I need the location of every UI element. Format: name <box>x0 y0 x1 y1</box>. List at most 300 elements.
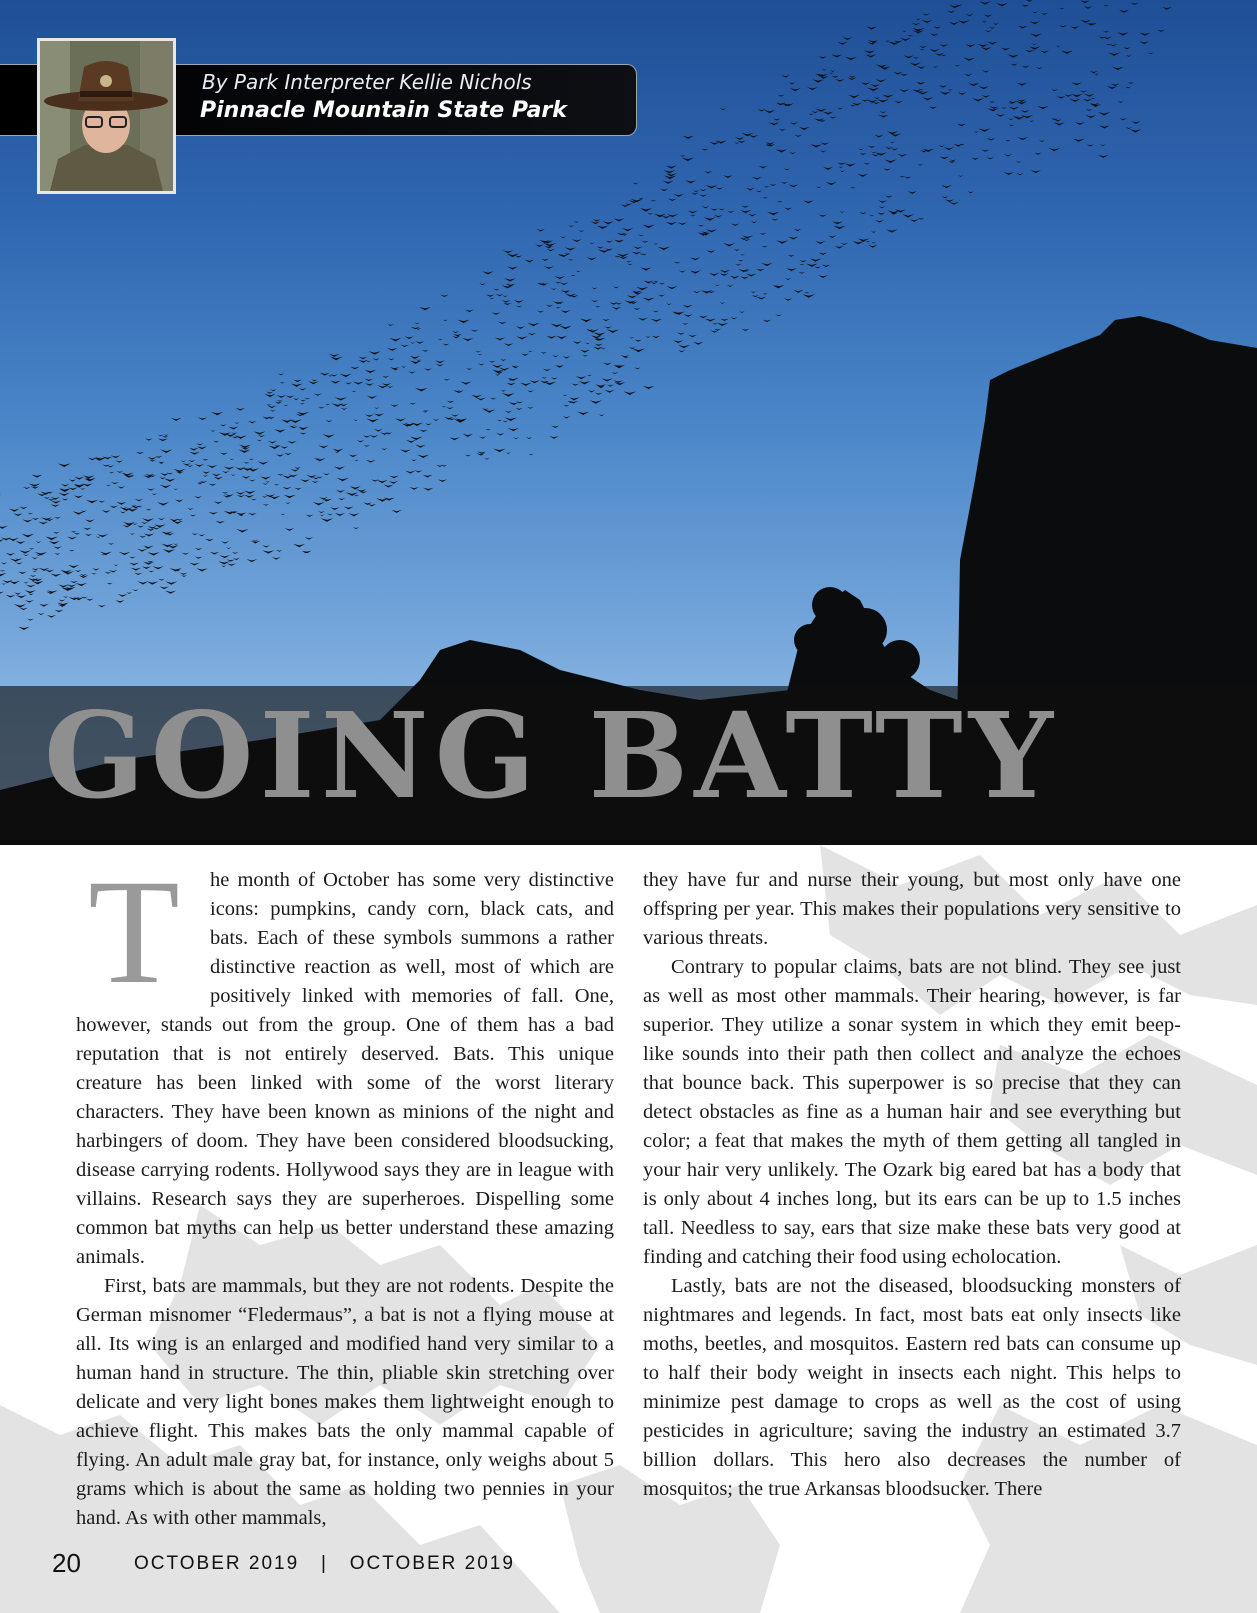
bat-mark <box>88 458 97 461</box>
bat-mark <box>145 438 153 440</box>
bat-mark <box>71 531 77 533</box>
bat-mark <box>688 335 697 337</box>
bat-mark <box>874 135 883 138</box>
bat-mark <box>673 340 683 343</box>
bat-mark <box>1126 55 1131 57</box>
bat-mark <box>1031 170 1042 173</box>
bat-mark <box>366 419 379 423</box>
bat-mark <box>664 170 676 173</box>
bat-mark <box>353 381 364 384</box>
bat-mark <box>354 495 360 497</box>
bat-mark <box>904 176 912 178</box>
bat-mark <box>1103 31 1109 33</box>
bat-mark <box>1083 99 1093 102</box>
bat-mark <box>391 510 402 513</box>
bat-mark <box>614 256 621 258</box>
bat-mark <box>419 430 427 432</box>
bat-mark <box>1048 148 1060 151</box>
bat-mark <box>155 456 162 458</box>
bat-mark <box>32 518 40 520</box>
bat-mark <box>332 449 343 452</box>
bat-mark <box>441 465 447 467</box>
bat-mark <box>27 619 34 621</box>
bat-mark <box>588 390 596 392</box>
bat-mark <box>74 533 81 535</box>
bat-mark <box>663 181 674 184</box>
bat-mark <box>527 323 539 326</box>
bat-mark <box>922 14 929 16</box>
bat-mark <box>1094 73 1100 75</box>
bat-mark <box>16 595 27 598</box>
bat-mark <box>693 342 703 345</box>
bat-mark <box>111 482 119 484</box>
bat-mark <box>835 79 845 82</box>
bat-mark <box>682 136 694 139</box>
bat-mark <box>1089 71 1097 73</box>
bat-mark <box>563 395 568 396</box>
bat-mark <box>446 407 454 409</box>
bat-mark <box>158 438 168 441</box>
bat-mark <box>680 155 685 157</box>
bat-mark <box>210 552 219 555</box>
bat-mark <box>137 581 148 584</box>
bat-mark <box>751 291 756 293</box>
bat-mark <box>266 391 274 393</box>
bat-mark <box>447 401 455 403</box>
bat-mark <box>1037 106 1048 109</box>
bat-mark <box>336 490 345 493</box>
bat-mark <box>419 307 431 310</box>
bat-mark <box>738 260 744 262</box>
bat-mark <box>54 517 61 519</box>
bat-mark <box>640 267 651 270</box>
bat-mark <box>528 454 533 455</box>
bat-mark <box>595 393 603 395</box>
bat-mark <box>798 272 805 274</box>
bat-mark <box>528 351 533 352</box>
bat-mark <box>1117 32 1129 35</box>
bat-mark <box>1030 33 1043 37</box>
bat-mark <box>98 501 105 503</box>
bat-mark <box>54 553 60 555</box>
bat-mark <box>164 478 176 481</box>
bat-mark <box>68 487 78 490</box>
bat-mark <box>154 524 166 527</box>
bat-mark <box>752 295 759 297</box>
bat-mark <box>26 585 36 588</box>
bat-mark <box>264 394 275 397</box>
bat-mark <box>363 502 372 505</box>
bat-mark <box>143 546 153 549</box>
bat-mark <box>838 166 843 167</box>
bat-mark <box>678 345 690 348</box>
bat-mark <box>366 361 371 362</box>
bat-mark <box>948 161 956 163</box>
bat-mark <box>330 381 341 384</box>
bat-mark <box>330 507 340 510</box>
bat-mark <box>863 163 870 165</box>
bat-mark <box>731 223 740 225</box>
bat-mark <box>471 330 479 332</box>
bat-mark <box>268 441 277 444</box>
bat-mark <box>207 465 218 468</box>
bat-mark <box>850 105 857 107</box>
bat-mark <box>276 454 285 456</box>
bat-mark <box>50 504 59 507</box>
bat-mark <box>880 111 887 113</box>
bat-mark <box>85 534 93 536</box>
bat-mark <box>826 182 837 185</box>
bat-mark <box>867 100 878 103</box>
bat-mark <box>1051 89 1058 91</box>
bat-mark <box>146 509 152 511</box>
bat-mark <box>365 379 373 381</box>
bat-mark <box>180 573 188 575</box>
bat-mark <box>806 263 818 266</box>
bat-mark <box>350 367 359 370</box>
bat-mark <box>235 408 245 411</box>
bat-mark <box>829 116 837 118</box>
bat-mark <box>120 511 127 513</box>
bat-mark <box>516 306 522 308</box>
bat-mark <box>516 326 525 329</box>
bat-mark <box>868 146 876 148</box>
bat-mark <box>749 135 759 138</box>
bat-mark <box>1099 125 1110 128</box>
bat-mark <box>81 510 87 512</box>
bat-mark <box>543 369 552 371</box>
bat-mark <box>374 429 383 432</box>
bat-mark <box>632 183 638 185</box>
bat-mark <box>623 357 628 359</box>
bat-mark <box>875 220 884 222</box>
bat-mark <box>262 545 270 547</box>
bat-mark <box>638 235 644 237</box>
bat-mark <box>982 70 990 72</box>
bat-mark <box>19 608 28 610</box>
bat-mark <box>318 511 325 513</box>
bat-mark <box>840 243 848 245</box>
bat-mark <box>790 88 801 91</box>
bat-mark <box>500 359 506 361</box>
bat-mark <box>702 206 709 208</box>
bat-mark <box>489 298 494 300</box>
bat-mark <box>1061 50 1073 53</box>
bat-mark <box>0 495 1 498</box>
bat-mark <box>730 317 737 319</box>
bat-mark <box>633 246 643 249</box>
bat-mark <box>544 246 553 249</box>
bat-mark <box>294 467 301 469</box>
bat-mark <box>514 300 525 303</box>
bat-mark <box>729 276 740 279</box>
bat-mark <box>372 358 380 360</box>
bat-mark <box>262 496 268 498</box>
bat-mark <box>389 338 401 341</box>
bat-mark <box>61 484 70 486</box>
bat-mark <box>492 365 503 368</box>
bat-mark <box>382 383 391 386</box>
bat-mark <box>290 426 298 428</box>
bat-mark <box>409 487 419 490</box>
bat-mark <box>939 91 951 94</box>
bat-mark <box>734 142 739 144</box>
bat-mark <box>61 498 68 500</box>
bat-mark <box>405 471 415 474</box>
bat-mark <box>338 498 345 500</box>
bat-mark <box>887 131 899 134</box>
bat-mark <box>258 435 265 437</box>
bat-mark <box>325 404 331 406</box>
bat-mark <box>453 334 462 337</box>
bat-mark <box>129 563 139 566</box>
bat-mark <box>410 361 422 364</box>
bat-mark <box>262 550 274 553</box>
bat-mark <box>653 243 658 244</box>
bat-mark <box>929 107 937 109</box>
bat-mark <box>555 282 561 284</box>
bat-mark <box>815 109 826 112</box>
bat-mark <box>1041 13 1048 15</box>
left-column <box>76 849 614 1533</box>
bat-mark <box>903 55 914 58</box>
bat-mark <box>422 350 429 352</box>
bat-mark <box>735 137 745 140</box>
bat-mark <box>793 290 803 293</box>
bat-mark <box>916 91 923 93</box>
bat-mark <box>682 323 688 325</box>
bat-mark <box>762 246 768 248</box>
bat-mark <box>423 488 434 491</box>
bat-mark <box>642 225 654 228</box>
bat-mark <box>1109 44 1118 46</box>
bat-mark <box>202 459 208 461</box>
bat-mark <box>587 375 592 376</box>
bat-mark <box>941 196 948 198</box>
bat-mark <box>883 168 891 170</box>
bat-mark <box>978 44 989 47</box>
bat-mark <box>241 476 250 479</box>
bat-mark <box>974 131 979 132</box>
bat-mark <box>53 532 60 534</box>
bat-mark <box>605 240 613 242</box>
bat-mark <box>91 573 97 575</box>
bat-mark <box>823 112 834 115</box>
right-column <box>643 866 1181 1504</box>
bat-mark <box>1 583 6 584</box>
bat-mark <box>32 571 37 572</box>
bat-mark <box>810 258 822 261</box>
bat-mark <box>147 552 159 555</box>
bat-mark <box>568 225 574 227</box>
bat-mark <box>679 270 686 272</box>
bat-mark <box>885 196 893 198</box>
bat-mark <box>165 581 177 585</box>
bat-mark <box>814 266 821 268</box>
bat-mark <box>740 238 748 240</box>
bat-mark <box>972 98 984 101</box>
bat-mark <box>39 604 49 607</box>
bat-mark <box>660 189 668 191</box>
bat-mark <box>249 479 256 481</box>
bat-mark <box>411 459 417 461</box>
bat-mark <box>837 108 843 110</box>
bat-mark <box>763 293 768 294</box>
bat-mark <box>891 148 899 150</box>
bat-mark <box>1117 101 1123 103</box>
bat-mark <box>387 348 398 351</box>
bat-mark <box>247 559 258 562</box>
bat-mark <box>1053 122 1065 125</box>
bat-mark <box>115 460 123 462</box>
bat-mark <box>436 465 444 467</box>
bat-mark <box>535 244 544 246</box>
bat-mark <box>788 184 798 187</box>
bat-mark <box>160 450 172 453</box>
bat-mark <box>673 312 685 315</box>
bat-mark <box>476 398 486 401</box>
bat-mark <box>484 458 489 459</box>
bat-mark <box>1029 21 1040 24</box>
bat-mark <box>142 518 154 521</box>
bat-mark <box>50 573 61 576</box>
bat-mark <box>605 390 615 393</box>
bat-mark <box>902 214 914 217</box>
bat-mark <box>668 199 677 201</box>
bat-mark <box>173 469 185 472</box>
bat-mark <box>167 545 179 548</box>
bat-mark <box>601 348 606 349</box>
bat-mark <box>907 35 913 37</box>
bat-mark <box>284 495 296 498</box>
bat-mark <box>978 128 991 132</box>
bat-mark <box>884 160 896 163</box>
bat-mark <box>1107 86 1118 89</box>
bat-mark <box>126 592 132 594</box>
bat-mark <box>740 276 749 279</box>
bat-mark <box>70 581 78 583</box>
bat-mark <box>417 455 429 458</box>
bat-mark <box>113 564 118 566</box>
bat-mark <box>219 555 230 558</box>
bat-mark <box>627 295 638 298</box>
bat-mark <box>1125 87 1131 89</box>
bat-mark <box>57 603 69 606</box>
bat-mark <box>231 474 236 475</box>
bat-mark <box>513 437 519 439</box>
bat-mark <box>515 255 523 257</box>
bat-mark <box>483 409 495 412</box>
bat-mark <box>634 340 642 342</box>
bat-mark <box>506 284 516 287</box>
bat-mark <box>104 572 111 574</box>
bat-mark <box>734 249 740 251</box>
bat-mark <box>933 66 938 68</box>
bat-mark <box>587 257 597 260</box>
bat-mark <box>902 31 907 32</box>
bat-mark <box>541 259 549 261</box>
bat-mark <box>529 380 540 383</box>
bat-mark <box>768 122 779 125</box>
bat-mark <box>674 194 684 197</box>
bat-mark <box>537 311 544 313</box>
bat-mark <box>664 176 677 180</box>
bat-mark <box>632 349 645 353</box>
bat-mark <box>335 452 340 453</box>
bat-mark <box>365 414 374 417</box>
bat-mark <box>941 185 952 188</box>
bat-mark <box>248 421 257 423</box>
bat-mark <box>117 486 125 488</box>
bat-mark <box>109 472 114 474</box>
bat-mark <box>134 573 142 575</box>
bat-mark <box>502 393 515 397</box>
bat-mark <box>929 49 940 52</box>
bat-mark <box>603 363 612 365</box>
bat-mark <box>369 351 381 354</box>
bat-mark <box>142 566 151 569</box>
bat-mark <box>576 376 587 379</box>
bat-mark <box>912 23 920 25</box>
bat-mark <box>277 395 286 398</box>
bat-mark <box>625 203 632 205</box>
bat-mark <box>867 42 876 45</box>
bat-mark <box>213 441 219 443</box>
bat-mark <box>876 79 887 82</box>
bat-mark <box>626 261 632 263</box>
bat-mark <box>597 225 609 228</box>
bat-mark <box>868 245 878 248</box>
bat-mark <box>194 496 202 498</box>
bat-mark <box>607 329 620 333</box>
bat-mark <box>591 300 598 302</box>
bat-mark <box>971 158 979 160</box>
bat-mark <box>336 478 349 482</box>
bat-mark <box>647 213 654 215</box>
bat-mark <box>871 152 876 154</box>
bat-mark <box>690 257 701 260</box>
bat-mark <box>890 142 895 143</box>
bat-mark <box>930 34 939 37</box>
bat-mark <box>51 501 62 504</box>
bat-mark <box>983 14 992 17</box>
bat-mark <box>611 307 621 310</box>
bat-mark <box>981 47 992 50</box>
bat-mark <box>563 405 570 407</box>
bat-mark <box>627 264 633 266</box>
bat-mark <box>1058 25 1067 27</box>
bat-mark <box>409 403 416 405</box>
bat-mark <box>466 368 472 370</box>
bat-mark <box>765 142 775 145</box>
bat-mark <box>237 495 245 497</box>
bat-mark <box>415 341 424 344</box>
bat-mark <box>580 319 593 323</box>
bat-mark <box>528 333 537 335</box>
bat-mark <box>1032 12 1037 14</box>
bat-mark <box>823 167 833 170</box>
bat-mark <box>871 242 876 243</box>
bat-mark <box>947 11 955 13</box>
bat-mark <box>885 40 890 41</box>
bat-mark <box>160 485 172 488</box>
bat-mark <box>248 513 257 515</box>
bat-mark <box>277 474 284 476</box>
bat-mark <box>866 26 877 29</box>
footer-issue-date: OCTOBER 2019 | OCTOBER 2019 <box>134 1553 515 1574</box>
bat-mark <box>603 221 614 224</box>
bat-mark <box>414 470 422 472</box>
